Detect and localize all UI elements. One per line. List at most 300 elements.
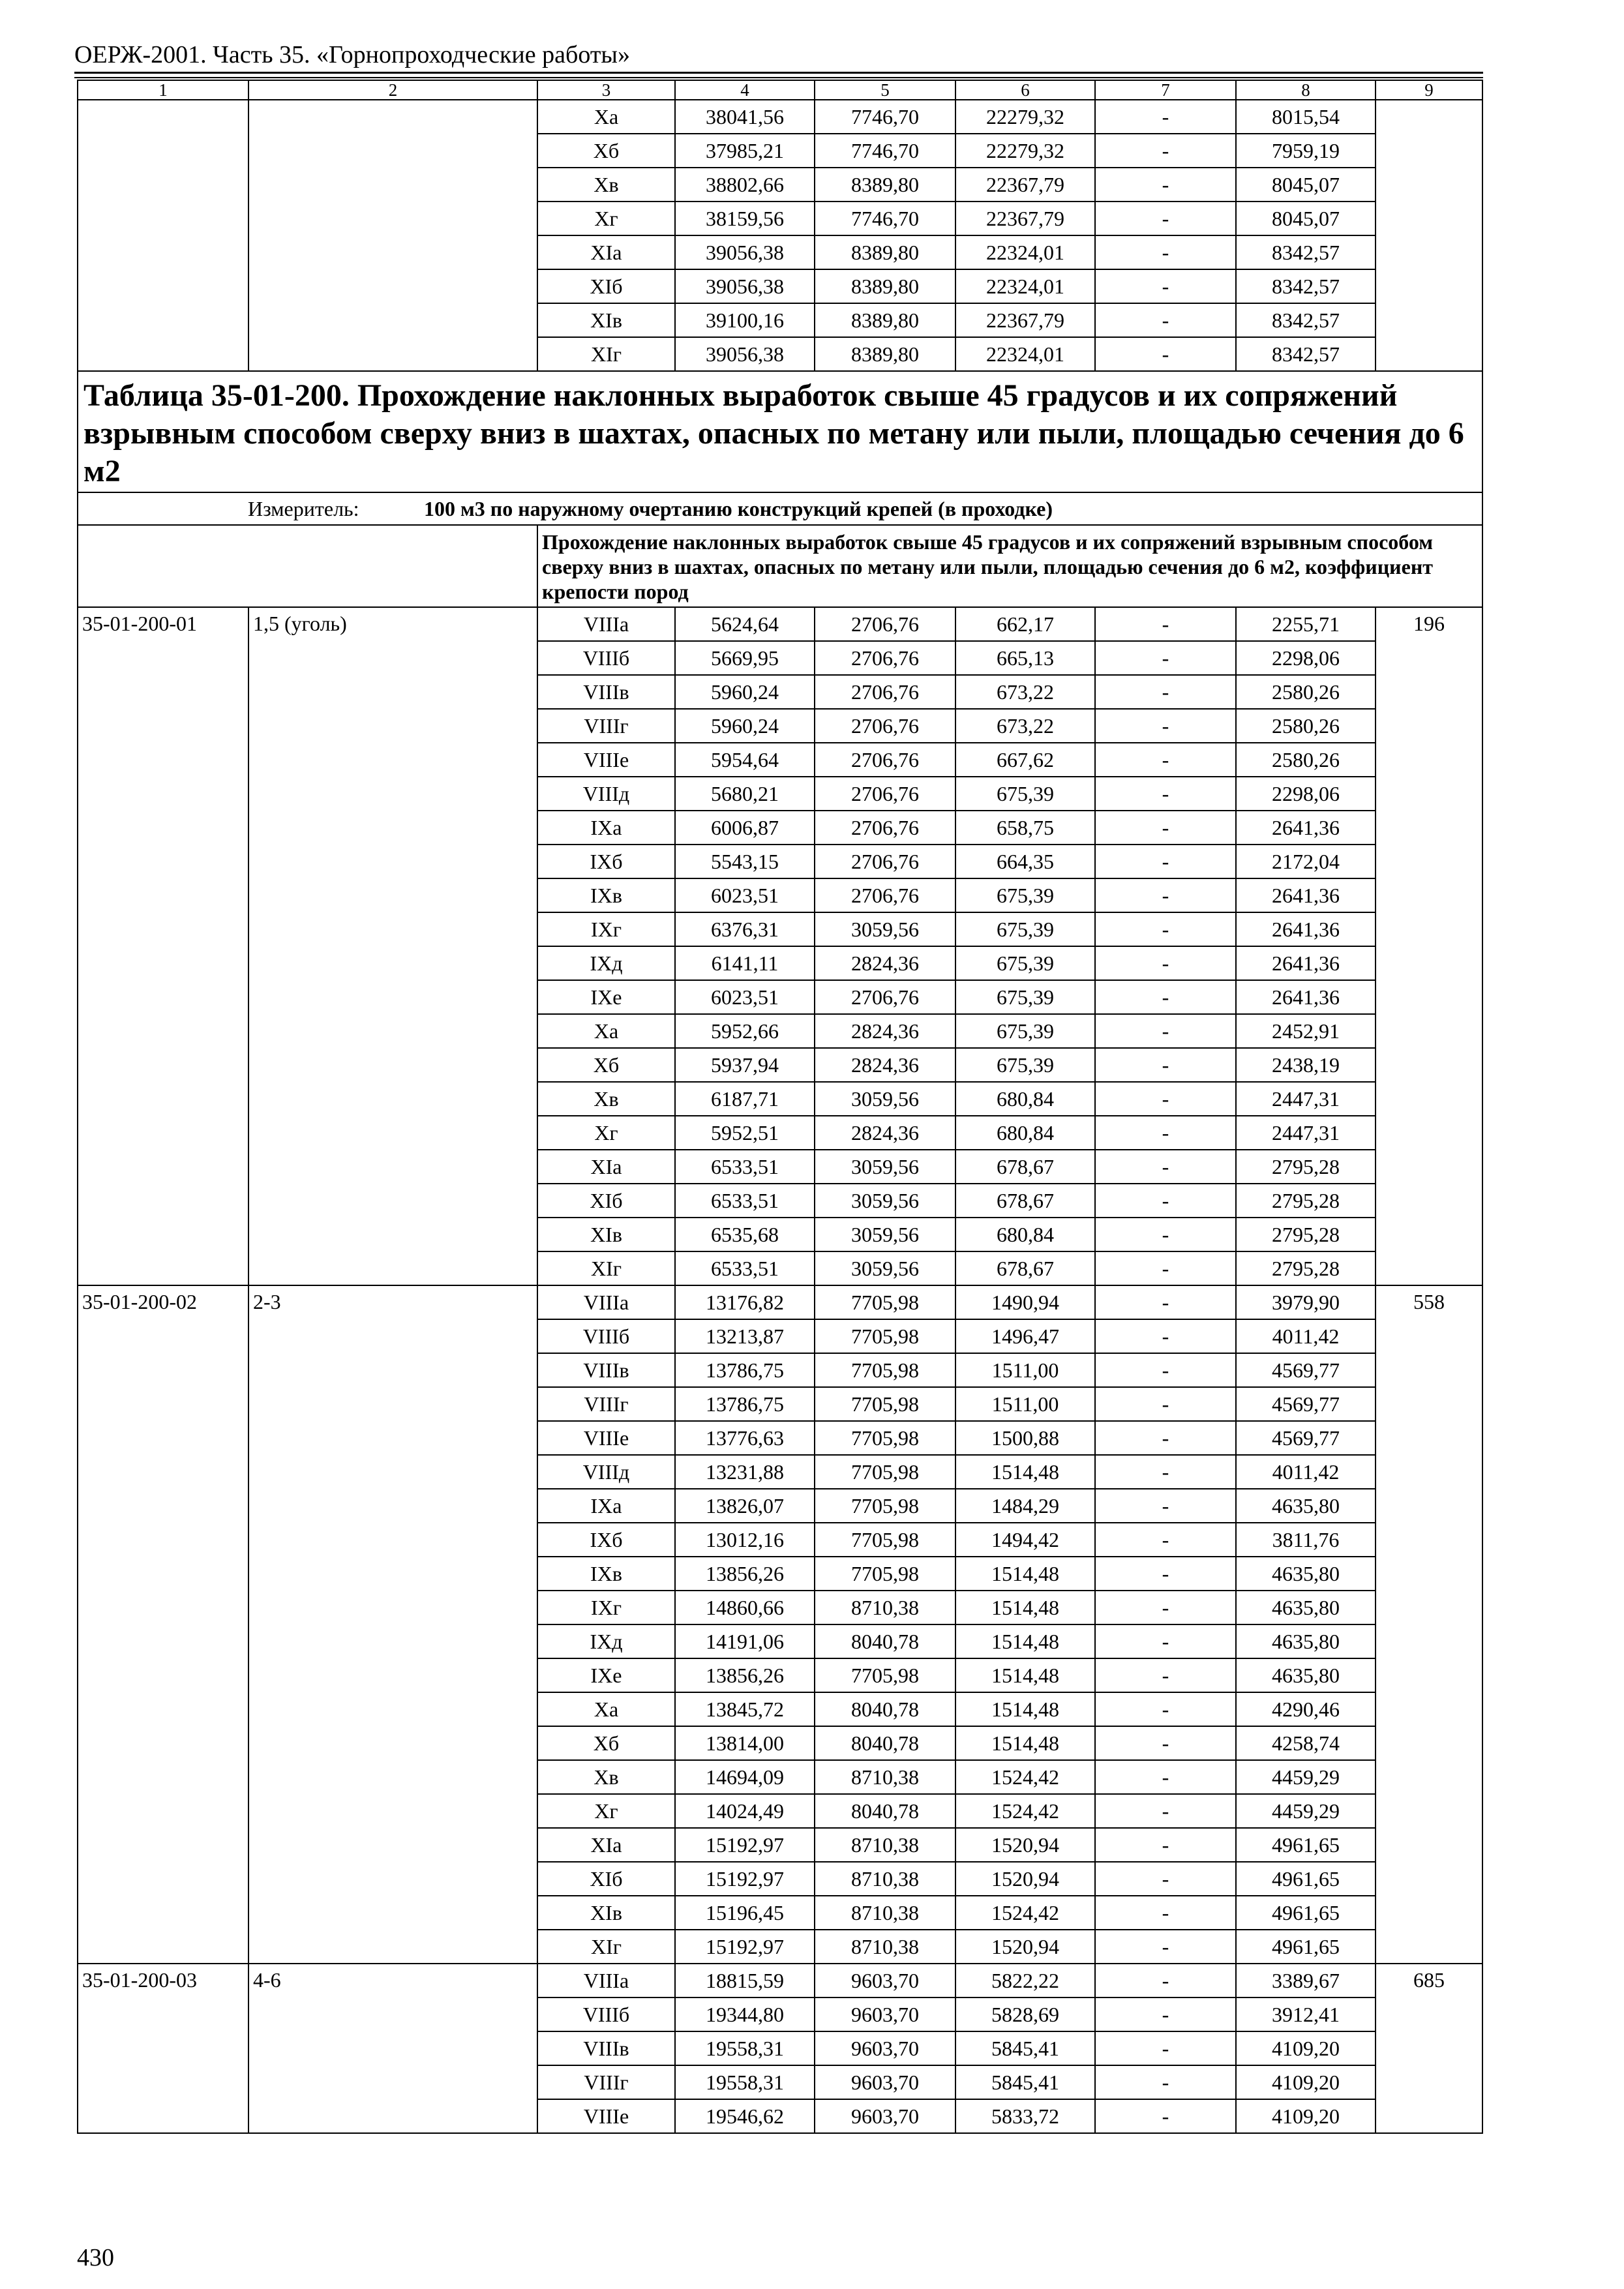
driver-wage-cell: -	[1095, 709, 1236, 743]
labor-cost-cell: 3059,56	[815, 1251, 955, 1285]
total-cost-cell: 5543,15	[675, 845, 815, 878]
machine-cost-cell: 678,67	[955, 1184, 1095, 1218]
driver-wage-cell: -	[1095, 845, 1236, 878]
materials-cell: 4635,80	[1236, 1489, 1376, 1523]
total-cost-cell: 5669,95	[675, 641, 815, 675]
driver-wage-cell: -	[1095, 202, 1236, 235]
class-cell: IXб	[537, 845, 675, 878]
machine-cost-cell: 1524,42	[955, 1760, 1095, 1794]
driver-wage-cell: -	[1095, 235, 1236, 269]
labor-cost-cell: 9603,70	[815, 2099, 955, 2133]
driver-wage-cell: -	[1095, 1692, 1236, 1726]
machine-cost-cell: 675,39	[955, 1048, 1095, 1082]
labor-cost-cell: 2706,76	[815, 845, 955, 878]
labor-cost-cell: 9603,70	[815, 2031, 955, 2065]
machine-cost-cell: 22367,79	[955, 303, 1095, 337]
materials-cell: 4635,80	[1236, 1557, 1376, 1591]
total-cost-cell: 19344,80	[675, 1997, 815, 2031]
class-cell: VIIIe	[537, 2099, 675, 2133]
machine-cost-cell: 1514,48	[955, 1692, 1095, 1726]
driver-wage-cell: -	[1095, 1557, 1236, 1591]
total-cost-cell: 5624,64	[675, 607, 815, 641]
total-cost-cell: 39056,38	[675, 337, 815, 371]
machine-cost-cell: 662,17	[955, 607, 1095, 641]
class-cell: XIб	[537, 269, 675, 303]
labor-cost-cell: 3059,56	[815, 1218, 955, 1251]
class-cell: IXa	[537, 1489, 675, 1523]
class-cell: XIв	[537, 1896, 675, 1930]
col9-cell	[1376, 100, 1482, 371]
table-title-row	[78, 371, 1482, 492]
materials-cell: 2641,36	[1236, 980, 1376, 1014]
class-cell: Xa	[537, 100, 675, 134]
labor-cost-cell: 9603,70	[815, 1997, 955, 2031]
class-cell: IXг	[537, 912, 675, 946]
machine-cost-cell: 1496,47	[955, 1319, 1095, 1353]
labor-cost-cell: 2706,76	[815, 878, 955, 912]
class-cell: Xб	[537, 134, 675, 168]
labor-cost-cell: 9603,70	[815, 1964, 955, 1997]
total-cost-cell: 18815,59	[675, 1964, 815, 1997]
machine-cost-cell: 678,67	[955, 1251, 1095, 1285]
total-cost-cell: 19558,31	[675, 2031, 815, 2065]
driver-wage-cell: -	[1095, 269, 1236, 303]
driver-wage-cell: -	[1095, 303, 1236, 337]
code-cell: 35-01-200-03	[78, 1964, 248, 2133]
materials-cell: 4635,80	[1236, 1591, 1376, 1624]
labor-cost-cell: 9603,70	[815, 2065, 955, 2099]
driver-wage-cell: -	[1095, 912, 1236, 946]
materials-cell: 4961,65	[1236, 1862, 1376, 1896]
column-number: 3	[537, 80, 675, 100]
class-cell: VIIIa	[537, 607, 675, 641]
machine-cost-cell: 1514,48	[955, 1455, 1095, 1489]
col9-cell: 558	[1376, 1285, 1482, 1964]
labor-cost-cell: 2706,76	[815, 607, 955, 641]
labor-cost-cell: 2706,76	[815, 743, 955, 777]
materials-cell: 2641,36	[1236, 811, 1376, 845]
materials-cell: 2580,26	[1236, 709, 1376, 743]
total-cost-cell: 5937,94	[675, 1048, 815, 1082]
machine-cost-cell: 1520,94	[955, 1930, 1095, 1964]
materials-cell: 2641,36	[1236, 946, 1376, 980]
class-cell: Xб	[537, 1726, 675, 1760]
condition-cell	[248, 100, 537, 371]
class-cell: XIг	[537, 1251, 675, 1285]
total-cost-cell: 37985,21	[675, 134, 815, 168]
labor-cost-cell: 7746,70	[815, 202, 955, 235]
materials-cell: 2795,28	[1236, 1150, 1376, 1184]
labor-cost-cell: 8389,80	[815, 168, 955, 202]
total-cost-cell: 13213,87	[675, 1319, 815, 1353]
materials-cell: 4635,80	[1236, 1624, 1376, 1658]
labor-cost-cell: 7705,98	[815, 1557, 955, 1591]
class-cell: Xв	[537, 1760, 675, 1794]
labor-cost-cell: 8389,80	[815, 269, 955, 303]
total-cost-cell: 38802,66	[675, 168, 815, 202]
materials-cell: 4290,46	[1236, 1692, 1376, 1726]
labor-cost-cell: 2706,76	[815, 777, 955, 811]
materials-cell: 4109,20	[1236, 2099, 1376, 2133]
column-number: 2	[248, 80, 537, 100]
class-cell: XIб	[537, 1184, 675, 1218]
driver-wage-cell: -	[1095, 1455, 1236, 1489]
total-cost-cell: 6023,51	[675, 878, 815, 912]
page-number: 430	[77, 2244, 114, 2271]
total-cost-cell: 6376,31	[675, 912, 815, 946]
labor-cost-cell: 3059,56	[815, 1184, 955, 1218]
driver-wage-cell: -	[1095, 1760, 1236, 1794]
materials-cell: 4961,65	[1236, 1896, 1376, 1930]
total-cost-cell: 15192,97	[675, 1862, 815, 1896]
code-cell	[78, 100, 248, 371]
labor-cost-cell: 7705,98	[815, 1387, 955, 1421]
materials-cell: 2795,28	[1236, 1251, 1376, 1285]
labor-cost-cell: 7746,70	[815, 134, 955, 168]
materials-cell: 4011,42	[1236, 1319, 1376, 1353]
machine-cost-cell: 658,75	[955, 811, 1095, 845]
machine-cost-cell: 673,22	[955, 675, 1095, 709]
materials-cell: 4258,74	[1236, 1726, 1376, 1760]
class-cell: XIг	[537, 1930, 675, 1964]
driver-wage-cell: -	[1095, 2031, 1236, 2065]
materials-cell: 8342,57	[1236, 303, 1376, 337]
driver-wage-cell: -	[1095, 1184, 1236, 1218]
class-cell: VIIIг	[537, 709, 675, 743]
materials-cell: 8045,07	[1236, 202, 1376, 235]
column-number: 7	[1095, 80, 1236, 100]
machine-cost-cell: 22279,32	[955, 134, 1095, 168]
table-row	[78, 1285, 1482, 1319]
class-cell: XIв	[537, 1218, 675, 1251]
machine-cost-cell: 1524,42	[955, 1794, 1095, 1828]
labor-cost-cell: 7705,98	[815, 1353, 955, 1387]
machine-cost-cell: 675,39	[955, 980, 1095, 1014]
class-cell: IXб	[537, 1523, 675, 1557]
machine-cost-cell: 1511,00	[955, 1353, 1095, 1387]
class-cell: IXв	[537, 878, 675, 912]
machine-cost-cell: 675,39	[955, 1014, 1095, 1048]
driver-wage-cell: -	[1095, 1591, 1236, 1624]
total-cost-cell: 38041,56	[675, 100, 815, 134]
materials-cell: 4569,77	[1236, 1421, 1376, 1455]
labor-cost-cell: 2706,76	[815, 980, 955, 1014]
total-cost-cell: 19558,31	[675, 2065, 815, 2099]
class-cell: VIIIд	[537, 777, 675, 811]
labor-cost-cell: 8040,78	[815, 1692, 955, 1726]
subtitle-text: Прохождение наклонных выработок свыше 45 градусов и их сопряжений взрывным способом сверху вниз в шахтах, опасных по метану или пыли, площадью сечения до 6 м2, коэффициент крепости пород	[537, 525, 1482, 607]
class-cell: VIIIa	[537, 1964, 675, 1997]
labor-cost-cell: 3059,56	[815, 1150, 955, 1184]
labor-cost-cell: 8040,78	[815, 1794, 955, 1828]
driver-wage-cell: -	[1095, 1964, 1236, 1997]
total-cost-cell: 6535,68	[675, 1218, 815, 1251]
machine-cost-cell: 678,67	[955, 1150, 1095, 1184]
materials-cell: 7959,19	[1236, 134, 1376, 168]
total-cost-cell: 6533,51	[675, 1150, 815, 1184]
driver-wage-cell: -	[1095, 2065, 1236, 2099]
condition-cell: 4-6	[248, 1964, 537, 2133]
column-number: 9	[1376, 80, 1482, 100]
driver-wage-cell: -	[1095, 1421, 1236, 1455]
driver-wage-cell: -	[1095, 1862, 1236, 1896]
materials-cell: 3979,90	[1236, 1285, 1376, 1319]
class-cell: IXa	[537, 811, 675, 845]
machine-cost-cell: 1514,48	[955, 1624, 1095, 1658]
materials-cell: 4011,42	[1236, 1455, 1376, 1489]
labor-cost-cell: 2706,76	[815, 641, 955, 675]
class-cell: VIIIa	[537, 1285, 675, 1319]
materials-cell: 8342,57	[1236, 235, 1376, 269]
total-cost-cell: 39056,38	[675, 269, 815, 303]
machine-cost-cell: 1514,48	[955, 1726, 1095, 1760]
column-number: 1	[78, 80, 248, 100]
class-cell: VIIIe	[537, 1421, 675, 1455]
driver-wage-cell: -	[1095, 1794, 1236, 1828]
table-row	[78, 100, 1482, 134]
driver-wage-cell: -	[1095, 1014, 1236, 1048]
labor-cost-cell: 8710,38	[815, 1591, 955, 1624]
total-cost-cell: 14024,49	[675, 1794, 815, 1828]
column-number: 8	[1236, 80, 1376, 100]
labor-cost-cell: 7705,98	[815, 1455, 955, 1489]
total-cost-cell: 14860,66	[675, 1591, 815, 1624]
driver-wage-cell: -	[1095, 1828, 1236, 1862]
machine-cost-cell: 5833,72	[955, 2099, 1095, 2133]
materials-cell: 2580,26	[1236, 743, 1376, 777]
measure-cell	[78, 492, 1482, 525]
total-cost-cell: 5954,64	[675, 743, 815, 777]
measure-row	[78, 492, 1482, 525]
materials-cell: 2172,04	[1236, 845, 1376, 878]
driver-wage-cell: -	[1095, 607, 1236, 641]
labor-cost-cell: 7705,98	[815, 1658, 955, 1692]
machine-cost-cell: 5845,41	[955, 2031, 1095, 2065]
materials-cell: 4961,65	[1236, 1930, 1376, 1964]
class-cell: IXд	[537, 1624, 675, 1658]
labor-cost-cell: 8389,80	[815, 337, 955, 371]
total-cost-cell: 5960,24	[675, 709, 815, 743]
class-cell: VIIIд	[537, 1455, 675, 1489]
materials-cell: 8015,54	[1236, 100, 1376, 134]
header-rule	[74, 72, 1483, 74]
labor-cost-cell: 7705,98	[815, 1285, 955, 1319]
machine-cost-cell: 1500,88	[955, 1421, 1095, 1455]
col9-cell: 196	[1376, 607, 1482, 1285]
total-cost-cell: 6141,11	[675, 946, 815, 980]
column-number: 6	[955, 80, 1095, 100]
labor-cost-cell: 8389,80	[815, 303, 955, 337]
machine-cost-cell: 675,39	[955, 777, 1095, 811]
header-rule-thin	[74, 77, 1483, 78]
machine-cost-cell: 680,84	[955, 1218, 1095, 1251]
total-cost-cell: 38159,56	[675, 202, 815, 235]
class-cell: VIIIб	[537, 641, 675, 675]
labor-cost-cell: 8710,38	[815, 1862, 955, 1896]
total-cost-cell: 13856,26	[675, 1658, 815, 1692]
materials-cell: 4569,77	[1236, 1353, 1376, 1387]
machine-cost-cell: 22279,32	[955, 100, 1095, 134]
driver-wage-cell: -	[1095, 878, 1236, 912]
labor-cost-cell: 2706,76	[815, 675, 955, 709]
machine-cost-cell: 5845,41	[955, 2065, 1095, 2099]
driver-wage-cell: -	[1095, 1048, 1236, 1082]
total-cost-cell: 6023,51	[675, 980, 815, 1014]
table-row	[78, 1964, 1482, 1997]
labor-cost-cell: 8389,80	[815, 235, 955, 269]
class-cell: Xб	[537, 1048, 675, 1082]
labor-cost-cell: 2824,36	[815, 946, 955, 980]
driver-wage-cell: -	[1095, 1896, 1236, 1930]
total-cost-cell: 13231,88	[675, 1455, 815, 1489]
labor-cost-cell: 8040,78	[815, 1624, 955, 1658]
driver-wage-cell: -	[1095, 1319, 1236, 1353]
total-cost-cell: 6187,71	[675, 1082, 815, 1116]
materials-cell: 4459,29	[1236, 1760, 1376, 1794]
labor-cost-cell: 7705,98	[815, 1421, 955, 1455]
class-cell: VIIIв	[537, 1353, 675, 1387]
machine-cost-cell: 1514,48	[955, 1591, 1095, 1624]
page-header: ОЕРЖ-2001. Часть 35. «Горнопроходческие работы»	[74, 41, 630, 68]
machine-cost-cell: 680,84	[955, 1082, 1095, 1116]
class-cell: XIб	[537, 1862, 675, 1896]
driver-wage-cell: -	[1095, 946, 1236, 980]
labor-cost-cell: 2824,36	[815, 1116, 955, 1150]
machine-cost-cell: 22324,01	[955, 337, 1095, 371]
machine-cost-cell: 22367,79	[955, 168, 1095, 202]
machine-cost-cell: 680,84	[955, 1116, 1095, 1150]
driver-wage-cell: -	[1095, 1082, 1236, 1116]
total-cost-cell: 13176,82	[675, 1285, 815, 1319]
class-cell: VIIIв	[537, 2031, 675, 2065]
materials-cell: 4459,29	[1236, 1794, 1376, 1828]
machine-cost-cell: 1514,48	[955, 1658, 1095, 1692]
condition-cell: 2-3	[248, 1285, 537, 1964]
column-number: 5	[815, 80, 955, 100]
table-row	[78, 607, 1482, 641]
machine-cost-cell: 1511,00	[955, 1387, 1095, 1421]
table-title: Таблица 35-01-200. Прохождение наклонных выработок свыше 45 градусов и их сопряжений взрывным способом сверху вниз в шахтах, опасных по метану или пыли, площадью сечения до 6 м2	[78, 371, 1482, 492]
machine-cost-cell: 675,39	[955, 912, 1095, 946]
column-number: 4	[675, 80, 815, 100]
total-cost-cell: 15192,97	[675, 1930, 815, 1964]
driver-wage-cell: -	[1095, 1624, 1236, 1658]
col9-cell: 685	[1376, 1964, 1482, 2133]
machine-cost-cell: 675,39	[955, 946, 1095, 980]
total-cost-cell: 6533,51	[675, 1251, 815, 1285]
class-cell: Xг	[537, 202, 675, 235]
machine-cost-cell: 1520,94	[955, 1862, 1095, 1896]
subtitle-row	[78, 525, 1482, 607]
class-cell: XIa	[537, 235, 675, 269]
class-cell: XIa	[537, 1150, 675, 1184]
total-cost-cell: 15192,97	[675, 1828, 815, 1862]
machine-cost-cell: 1484,29	[955, 1489, 1095, 1523]
machine-cost-cell: 667,62	[955, 743, 1095, 777]
driver-wage-cell: -	[1095, 1251, 1236, 1285]
driver-wage-cell: -	[1095, 1997, 1236, 2031]
class-cell: Xг	[537, 1794, 675, 1828]
total-cost-cell: 6533,51	[675, 1184, 815, 1218]
labor-cost-cell: 7705,98	[815, 1523, 955, 1557]
driver-wage-cell: -	[1095, 1353, 1236, 1387]
class-cell: IXд	[537, 946, 675, 980]
machine-cost-cell: 1490,94	[955, 1285, 1095, 1319]
class-cell: IXe	[537, 1658, 675, 1692]
materials-cell: 4635,80	[1236, 1658, 1376, 1692]
labor-cost-cell: 7705,98	[815, 1489, 955, 1523]
total-cost-cell: 13776,63	[675, 1421, 815, 1455]
driver-wage-cell: -	[1095, 1523, 1236, 1557]
labor-cost-cell: 8710,38	[815, 1896, 955, 1930]
class-cell: IXe	[537, 980, 675, 1014]
total-cost-cell: 14191,06	[675, 1624, 815, 1658]
driver-wage-cell: -	[1095, 2099, 1236, 2133]
driver-wage-cell: -	[1095, 980, 1236, 1014]
class-cell: VIIIг	[537, 2065, 675, 2099]
driver-wage-cell: -	[1095, 1218, 1236, 1251]
class-cell: Xв	[537, 168, 675, 202]
class-cell: Xг	[537, 1116, 675, 1150]
estimate-table	[77, 80, 1483, 2134]
materials-cell: 4109,20	[1236, 2031, 1376, 2065]
driver-wage-cell: -	[1095, 675, 1236, 709]
class-cell: IXг	[537, 1591, 675, 1624]
materials-cell: 2298,06	[1236, 641, 1376, 675]
class-cell: IXв	[537, 1557, 675, 1591]
driver-wage-cell: -	[1095, 134, 1236, 168]
labor-cost-cell: 8040,78	[815, 1726, 955, 1760]
total-cost-cell: 5960,24	[675, 675, 815, 709]
total-cost-cell: 5680,21	[675, 777, 815, 811]
driver-wage-cell: -	[1095, 1658, 1236, 1692]
total-cost-cell: 39100,16	[675, 303, 815, 337]
total-cost-cell: 5952,51	[675, 1116, 815, 1150]
materials-cell: 2580,26	[1236, 675, 1376, 709]
driver-wage-cell: -	[1095, 1150, 1236, 1184]
total-cost-cell: 13814,00	[675, 1726, 815, 1760]
driver-wage-cell: -	[1095, 1285, 1236, 1319]
class-cell: Xa	[537, 1692, 675, 1726]
machine-cost-cell: 665,13	[955, 641, 1095, 675]
driver-wage-cell: -	[1095, 337, 1236, 371]
machine-cost-cell: 22324,01	[955, 269, 1095, 303]
labor-cost-cell: 3059,56	[815, 912, 955, 946]
materials-cell: 2255,71	[1236, 607, 1376, 641]
machine-cost-cell: 673,22	[955, 709, 1095, 743]
total-cost-cell: 39056,38	[675, 235, 815, 269]
class-cell: VIIIб	[537, 1319, 675, 1353]
materials-cell: 8342,57	[1236, 269, 1376, 303]
labor-cost-cell: 8710,38	[815, 1760, 955, 1794]
driver-wage-cell: -	[1095, 100, 1236, 134]
materials-cell: 2447,31	[1236, 1082, 1376, 1116]
materials-cell: 2641,36	[1236, 912, 1376, 946]
total-cost-cell: 6006,87	[675, 811, 815, 845]
code-cell: 35-01-200-02	[78, 1285, 248, 1964]
materials-cell: 8045,07	[1236, 168, 1376, 202]
materials-cell: 2438,19	[1236, 1048, 1376, 1082]
class-cell: VIIIe	[537, 743, 675, 777]
labor-cost-cell: 2706,76	[815, 709, 955, 743]
driver-wage-cell: -	[1095, 641, 1236, 675]
driver-wage-cell: -	[1095, 811, 1236, 845]
total-cost-cell: 19546,62	[675, 2099, 815, 2133]
driver-wage-cell: -	[1095, 1489, 1236, 1523]
materials-cell: 8342,57	[1236, 337, 1376, 371]
condition-cell: 1,5 (уголь)	[248, 607, 537, 1285]
labor-cost-cell: 7705,98	[815, 1319, 955, 1353]
